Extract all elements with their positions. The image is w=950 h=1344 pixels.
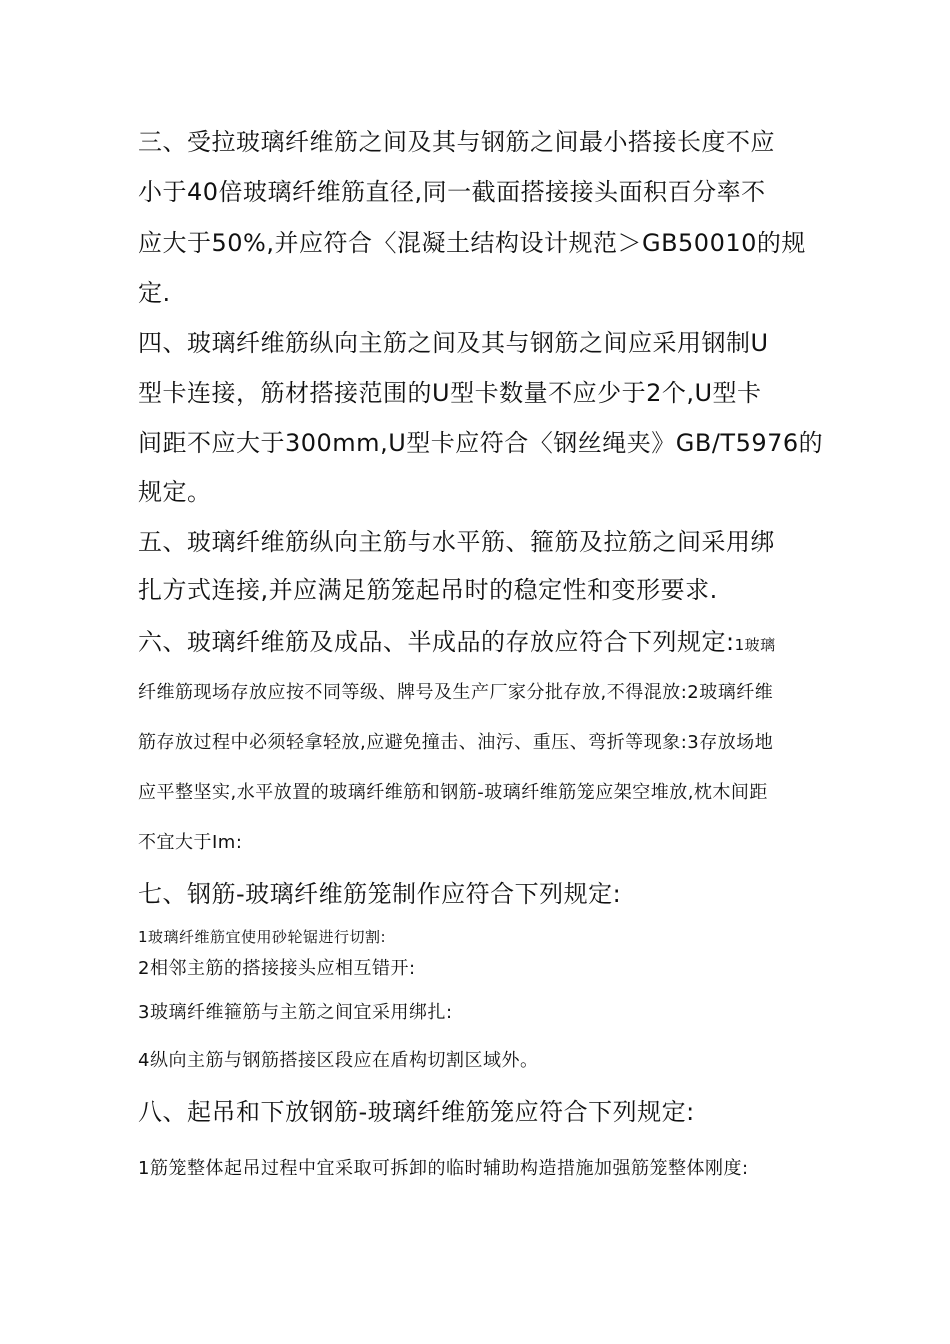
section-6-line-4: 不宜大于Im:: [138, 832, 243, 853]
section-6-heading-tail: 1玻璃: [734, 636, 776, 654]
section-3-line-1: 三、受拉玻璃纤维筋之间及其与钢筋之间最小搭接长度不应: [138, 128, 775, 156]
section-4-line-1: 四、玻璃纤维筋纵向主筋之间及其与钢筋之间应采用钢制U: [138, 329, 769, 357]
section-8-item-1: 1筋笼整体起吊过程中宜采取可拆卸的临时辅助构造措施加强筋笼整体刚度:: [138, 1158, 749, 1179]
section-6-line-1: 纤维筋现场存放应按不同等级、牌号及生产厂家分批存放,不得混放:2玻璃纤维: [138, 682, 774, 703]
section-5-line-1: 五、玻璃纤维筋纵向主筋与水平筋、箍筋及拉筋之间采用绑: [138, 528, 775, 556]
section-7-item-2: 2相邻主筋的搭接接头应相互错开:: [138, 958, 416, 979]
section-7-item-3: 3玻璃纤维箍筋与主筋之间宜采用绑扎:: [138, 1002, 453, 1023]
section-8-heading: 八、起吊和下放钢筋-玻璃纤维筋笼应符合下列规定:: [138, 1098, 695, 1126]
section-7-item-4: 4纵向主筋与钢筋搭接区段应在盾构切割区域外。: [138, 1050, 539, 1071]
section-3-line-3: 应大于50%,并应符合〈混凝土结构设计规范＞GB50010的规: [138, 229, 806, 257]
section-4-line-4: 规定。: [138, 478, 212, 506]
section-5-line-2: 扎方式连接,并应满足筋笼起吊时的稳定性和变形要求.: [138, 576, 718, 604]
section-4-line-3: 间距不应大于300mm,U型卡应符合〈钢丝绳夹》GB/T5976的: [138, 429, 824, 457]
section-3-line-2: 小于40倍玻璃纤维筋直径,同一截面搭接接头面积百分率不: [138, 178, 766, 206]
section-7-item-1: 1玻璃纤维筋宜使用砂轮锯进行切割:: [138, 928, 387, 946]
section-3-line-4: 定.: [138, 279, 171, 307]
section-6-line-3: 应平整坚实,水平放置的玻璃纤维筋和钢筋-玻璃纤维筋笼应架空堆放,枕木间距: [138, 782, 768, 803]
section-6-line-2: 筋存放过程中必须轻拿轻放,应避免撞击、油污、重压、弯折等现象:3存放场地: [138, 732, 774, 753]
section-7-heading: 七、钢筋-玻璃纤维筋笼制作应符合下列规定:: [138, 880, 622, 908]
section-4-line-2: 型卡连接，筋材搭接范围的U型卡数量不应少于2个,U型卡: [138, 379, 762, 407]
section-6-heading-row: [138, 622, 776, 657]
section-6-heading: 六、玻璃纤维筋及成品、半成品的存放应符合下列规定:: [138, 628, 735, 656]
